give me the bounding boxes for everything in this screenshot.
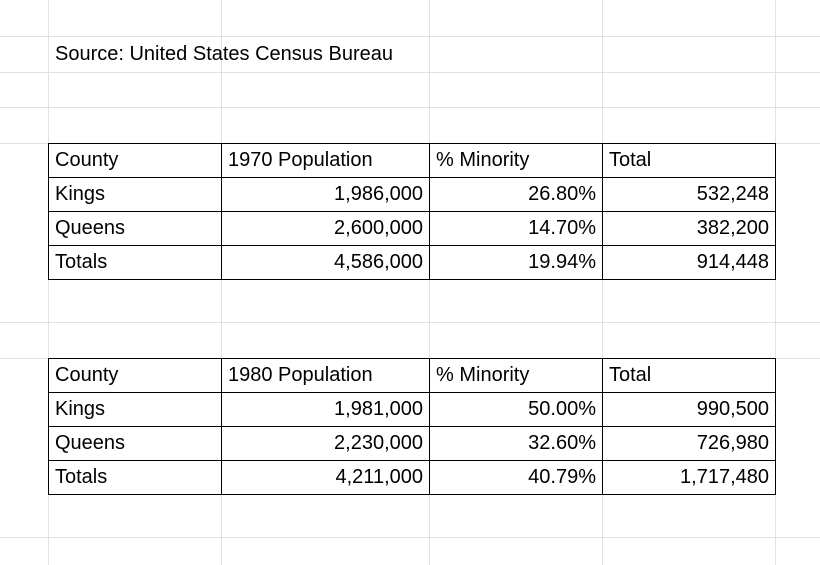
table-row — [49, 212, 776, 246]
county-cell[interactable]: Totals — [49, 461, 222, 495]
population-cell[interactable]: 2,600,000 — [222, 212, 430, 246]
header-cell[interactable]: County — [49, 144, 222, 178]
minority-cell[interactable]: 40.79% — [430, 461, 603, 495]
total-cell[interactable]: 726,980 — [603, 427, 776, 461]
total-cell[interactable]: 990,500 — [603, 393, 776, 427]
table-row — [49, 461, 776, 495]
row-gridline — [0, 36, 820, 37]
minority-cell[interactable]: 19.94% — [430, 246, 603, 280]
total-cell[interactable]: 914,448 — [603, 246, 776, 280]
table-row — [49, 246, 776, 280]
header-cell[interactable]: Total — [603, 359, 776, 393]
county-cell[interactable]: Kings — [49, 178, 222, 212]
table-row — [49, 427, 776, 461]
header-cell[interactable]: County — [49, 359, 222, 393]
total-cell[interactable]: 1,717,480 — [603, 461, 776, 495]
minority-cell[interactable]: 32.60% — [430, 427, 603, 461]
header-cell[interactable]: Total — [603, 144, 776, 178]
minority-cell[interactable]: 26.80% — [430, 178, 603, 212]
population-table-1980 — [48, 358, 776, 495]
population-table-1970 — [48, 143, 776, 280]
county-cell[interactable]: Totals — [49, 246, 222, 280]
population-cell[interactable]: 1,986,000 — [222, 178, 430, 212]
table-header-row — [49, 144, 776, 178]
header-cell[interactable]: 1970 Population — [222, 144, 430, 178]
header-cell[interactable]: % Minority — [430, 359, 603, 393]
minority-cell[interactable]: 14.70% — [430, 212, 603, 246]
row-gridline — [0, 322, 820, 323]
total-cell[interactable]: 382,200 — [603, 212, 776, 246]
population-cell[interactable]: 4,586,000 — [222, 246, 430, 280]
county-cell[interactable]: Kings — [49, 393, 222, 427]
population-cell[interactable]: 4,211,000 — [222, 461, 430, 495]
row-gridline — [0, 107, 820, 108]
county-cell[interactable]: Queens — [49, 427, 222, 461]
row-gridline — [0, 72, 820, 73]
row-gridline — [0, 537, 820, 538]
header-cell[interactable]: 1980 Population — [222, 359, 430, 393]
population-cell[interactable]: 1,981,000 — [222, 393, 430, 427]
table-row — [49, 393, 776, 427]
header-cell[interactable]: % Minority — [430, 144, 603, 178]
minority-cell[interactable]: 50.00% — [430, 393, 603, 427]
county-cell[interactable]: Queens — [49, 212, 222, 246]
total-cell[interactable]: 532,248 — [603, 178, 776, 212]
table-row — [49, 178, 776, 212]
table-header-row — [49, 359, 776, 393]
population-cell[interactable]: 2,230,000 — [222, 427, 430, 461]
source-cell[interactable]: Source: United States Census Bureau — [55, 43, 393, 65]
